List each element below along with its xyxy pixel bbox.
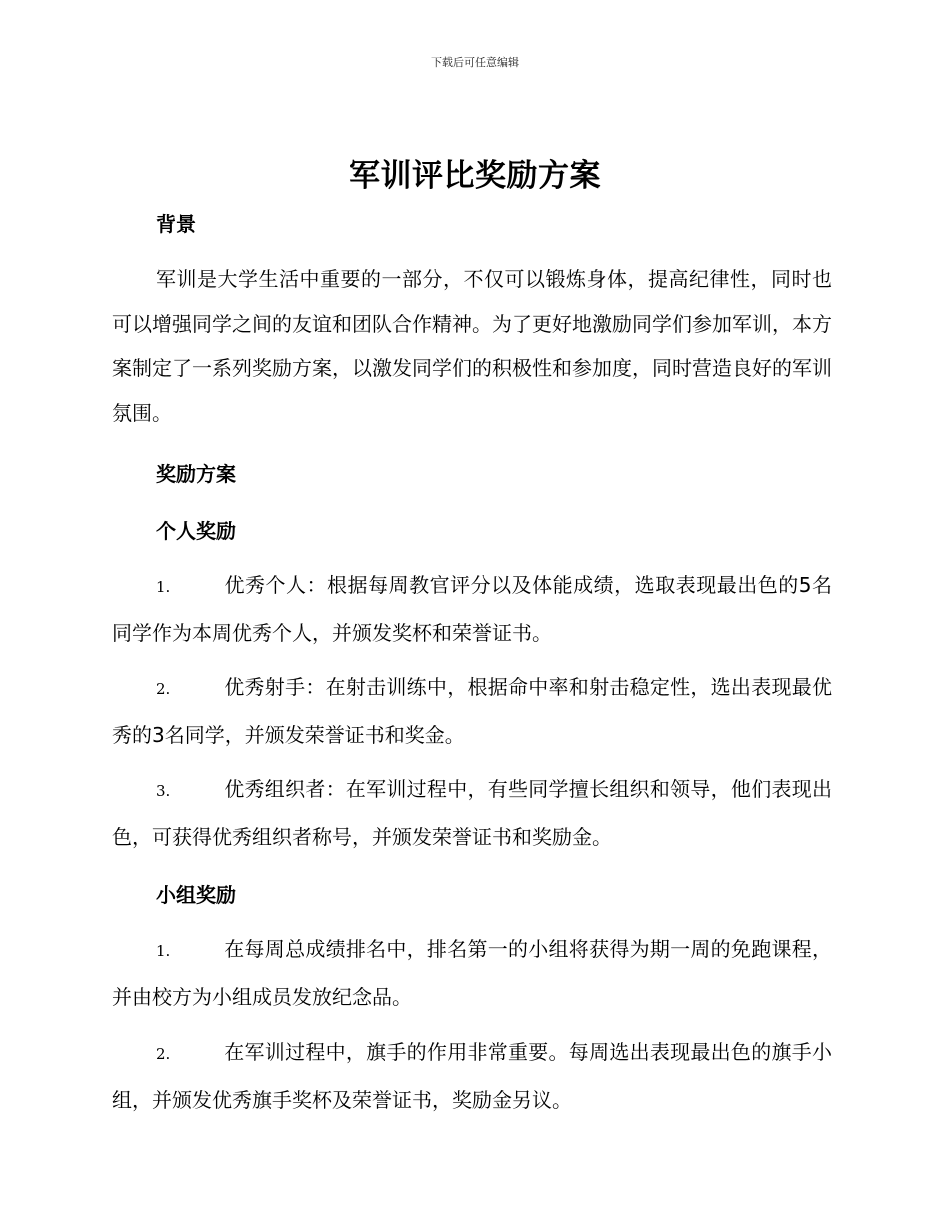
subheading-group-rewards: 小组奖励 [156,883,236,907]
list-item-text: 在军训过程中，旗手的作用非常重要。每周选出表现最出色的旗手小组，并颁发优秀旗手奖杯及荣誉证书，奖励金另议。 [112,1040,832,1112]
section-heading-reward-plan: 奖励方案 [156,462,236,486]
list-number: 2. [156,1045,171,1063]
list-number: 3. [156,782,171,800]
group-reward-item [112,927,832,1020]
subheading-individual-rewards: 个人奖励 [156,519,236,543]
list-item-text: 优秀个人：根据每周教官评分以及体能成绩，选取表现最出色的5名同学作为本周优秀个人，并颁发奖杯和荣誉证书。 [112,573,832,645]
list-item-text: 在每周总成绩排名中，排名第一的小组将获得为期一周的免跑课程，并由校方为小组成员发放纪念品。 [112,937,832,1009]
background-paragraph: 军训是大学生活中重要的一部分，不仅可以锻炼身体，提高纪律性，同时也可以增强同学之间的友谊和团队合作精神。为了更好地激励同学们参加军训，本方案制定了一系列奖励方案，以激发同学们的积极性和参加度，同时营造良好的军训氛围。 [112,267,832,425]
list-number: 1. [156,942,171,960]
header-note: 下载后可任意编辑 [431,56,519,69]
list-number: 2. [156,680,171,698]
group-reward-item [112,1030,832,1123]
section-heading-background: 背景 [156,212,196,236]
document-title: 军训评比奖励方案 [349,158,601,194]
individual-reward-item [112,665,832,758]
list-number: 1. [156,578,171,596]
list-item-text: 优秀射手：在射击训练中，根据命中率和射击稳定性，选出表现最优秀的3名同学，并颁发荣誉证书和奖金。 [112,675,832,747]
list-item-text: 优秀组织者：在军训过程中，有些同学擅长组织和领导，他们表现出色，可获得优秀组织者称号，并颁发荣誉证书和奖励金。 [112,777,832,849]
individual-reward-item [112,767,832,860]
individual-reward-item [112,563,832,656]
